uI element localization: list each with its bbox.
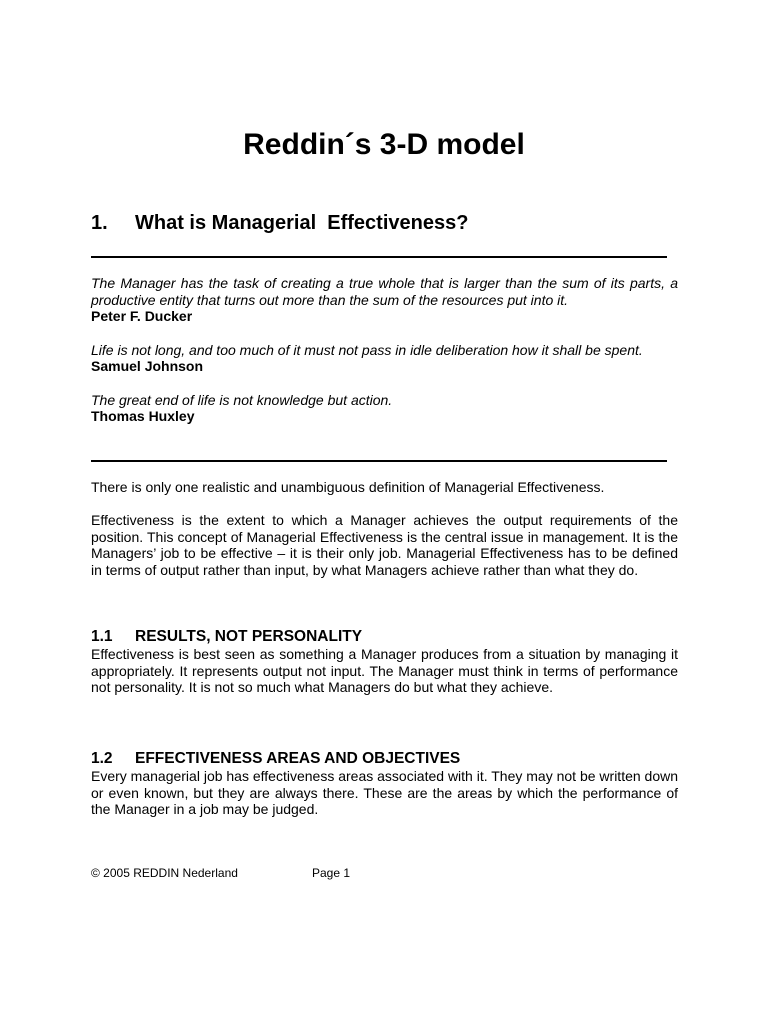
divider-top	[91, 256, 667, 258]
subsection-title: EFFECTIVENESS AREAS AND OBJECTIVES	[135, 750, 461, 767]
quote-author: Samuel Johnson	[91, 358, 204, 374]
footer-copyright: © 2005 REDDIN Nederland	[91, 866, 238, 880]
paragraph-text: Effectiveness is the extent to which a Manager achieves the output requirements of the position. This concept of Managerial Effectiveness is the central issue in management. It is the Managers’ job to be effective – it is their only job. Managerial Effectiveness has to be defined in terms of output rather than input, by what Managers achieve rather than what they do.	[91, 512, 678, 578]
quote-author: Peter F. Ducker	[91, 308, 193, 324]
definition-paragraph	[91, 512, 678, 578]
subsection-heading	[91, 750, 678, 768]
divider-bottom	[91, 460, 667, 462]
subsection-text: Effectiveness is best seen as something a Manager produces from a situation by managing it appropriately. It represents output not input. The Manager must think in terms of performance not personality. It is not so much what Managers do but what they achieve.	[91, 646, 678, 695]
quote	[91, 392, 678, 425]
section-heading	[91, 210, 468, 236]
quote-author: Thomas Huxley	[91, 408, 195, 424]
quote-text: The great end of life is not knowledge but action.	[91, 391, 393, 408]
quote-text: The Manager has the task of creating a true whole that is larger than the sum of its parts, a productive entity that turns out more than the sum of the resources put into it.	[91, 275, 678, 308]
quote	[91, 275, 678, 325]
document-title: Reddin´s 3-D model	[243, 128, 525, 161]
intro-paragraph	[91, 479, 678, 496]
quote-text: Life is not long, and too much of it must not pass in idle deliberation how it shall be spent.	[91, 341, 643, 358]
paragraph-text: There is only one realistic and unambiguous definition of Managerial Effectiveness.	[91, 479, 605, 495]
subsection-number: 1.1	[91, 628, 113, 645]
footer-page-number: Page 1	[312, 866, 351, 880]
subsection-results	[91, 628, 678, 696]
subsection-number: 1.2	[91, 750, 113, 767]
section-title: What is Managerial Effectiveness?	[135, 212, 469, 234]
subsection-text: Every managerial job has effectiveness areas associated with it. They may not be written down or even known, but they are always there. These are the areas by which the performance of the Manager in a job may be judged.	[91, 768, 679, 817]
subsection-title: RESULTS, NOT PERSONALITY	[135, 628, 363, 645]
subsection-heading	[91, 628, 678, 646]
quotes-block	[91, 275, 678, 442]
section-number: 1.	[91, 212, 108, 234]
quote	[91, 342, 678, 375]
subsection-effectiveness-areas	[91, 750, 678, 818]
